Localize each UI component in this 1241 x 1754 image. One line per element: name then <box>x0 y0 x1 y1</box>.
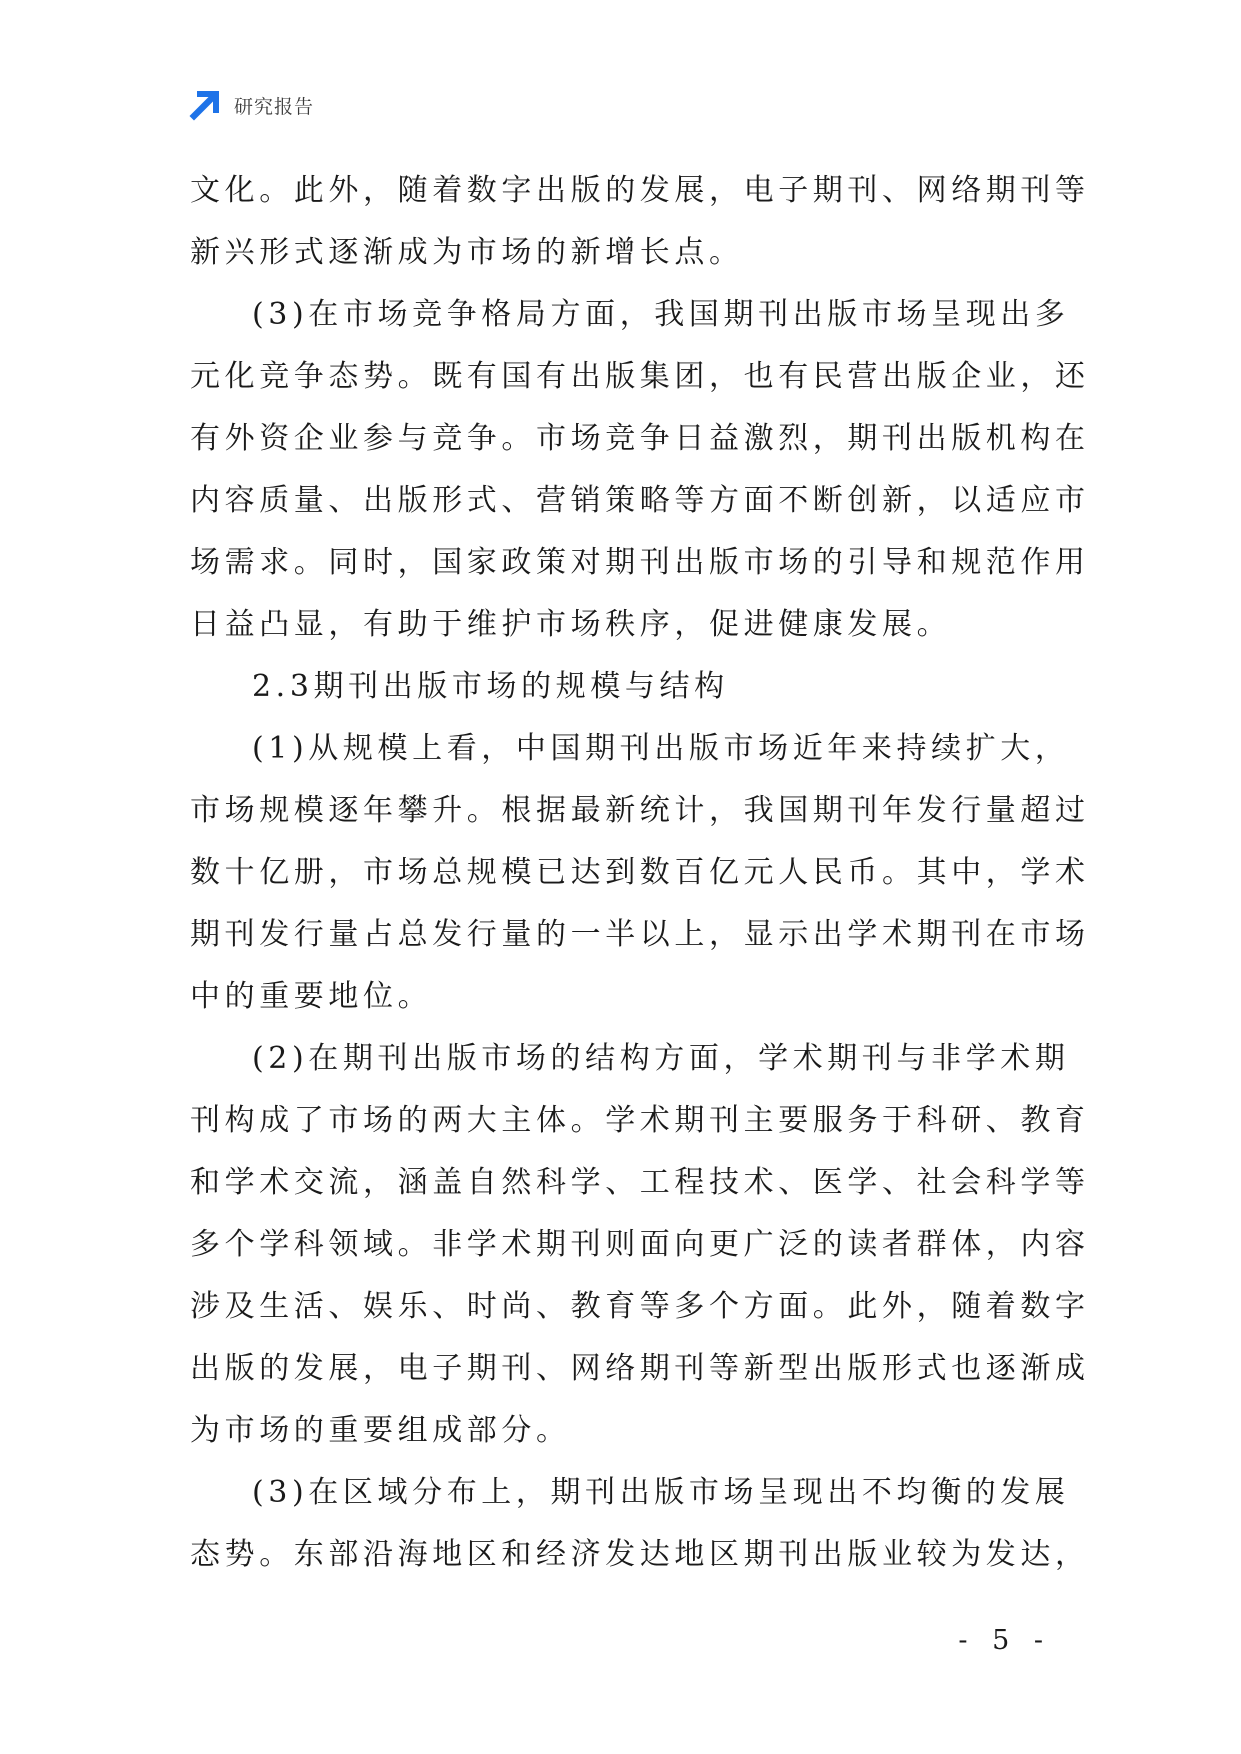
text-line: 涉及生活、娱乐、时尚、教育等多个方面。此外，随着数字 <box>190 1289 1090 1324</box>
text-line: 态势。东部沿海地区和经济发达地区期刊出版业较为发达， <box>190 1537 1090 1572</box>
text-line: 有外资企业参与竞争。市场竞争日益激烈，期刊出版机构在 <box>190 421 1090 456</box>
text-line: 日益凸显，有助于维护市场秩序，促进健康发展。 <box>190 607 952 642</box>
text-line: 元化竞争态势。既有国有出版集团，也有民营出版企业，还 <box>190 359 1090 394</box>
paragraph-start: (2)在期刊出版市场的结构方面，学术期刊与非学术期 <box>252 1041 1070 1076</box>
text-line: 中的重要地位。 <box>190 979 433 1014</box>
paragraph-start: (1)从规模上看，中国期刊出版市场近年来持续扩大， <box>252 731 1070 766</box>
document-body <box>190 160 1090 1586</box>
header-title: 研究报告 <box>234 95 315 118</box>
text-line: 文化。此外，随着数字出版的发展，电子期刊、网络期刊等 <box>190 173 1090 208</box>
section-heading: 2.3期刊出版市场的规模与结构 <box>252 669 729 704</box>
text-line: 市场规模逐年攀升。根据最新统计，我国期刊年发行量超过 <box>190 793 1090 828</box>
text-line: 新兴形式逐渐成为市场的新增长点。 <box>190 235 744 270</box>
text-line: 刊构成了市场的两大主体。学术期刊主要服务于科研、教育 <box>190 1103 1090 1138</box>
text-line: 出版的发展，电子期刊、网络期刊等新型出版形式也逐渐成 <box>190 1351 1090 1386</box>
text-line: 场需求。同时，国家政策对期刊出版市场的引导和规范作用 <box>190 545 1090 580</box>
paragraph-start: (3)在市场竞争格局方面，我国期刊出版市场呈现出多 <box>252 297 1070 332</box>
arrow-logo-icon <box>188 88 222 122</box>
text-line: 内容质量、出版形式、营销策略等方面不断创新，以适应市 <box>190 483 1090 518</box>
text-line: 多个学科领域。非学术期刊则面向更广泛的读者群体，内容 <box>190 1227 1090 1262</box>
text-line: 和学术交流，涵盖自然科学、工程技术、医学、社会科学等 <box>190 1165 1090 1200</box>
page-number: - 5 - <box>958 1625 1051 1656</box>
text-line: 期刊发行量占总发行量的一半以上，显示出学术期刊在市场 <box>190 917 1090 952</box>
text-line: 为市场的重要组成部分。 <box>190 1413 571 1448</box>
page-header <box>188 88 314 122</box>
text-line: 数十亿册，市场总规模已达到数百亿元人民币。其中，学术 <box>190 855 1090 890</box>
paragraph-start: (3)在区域分布上，期刊出版市场呈现出不均衡的发展 <box>252 1475 1070 1510</box>
